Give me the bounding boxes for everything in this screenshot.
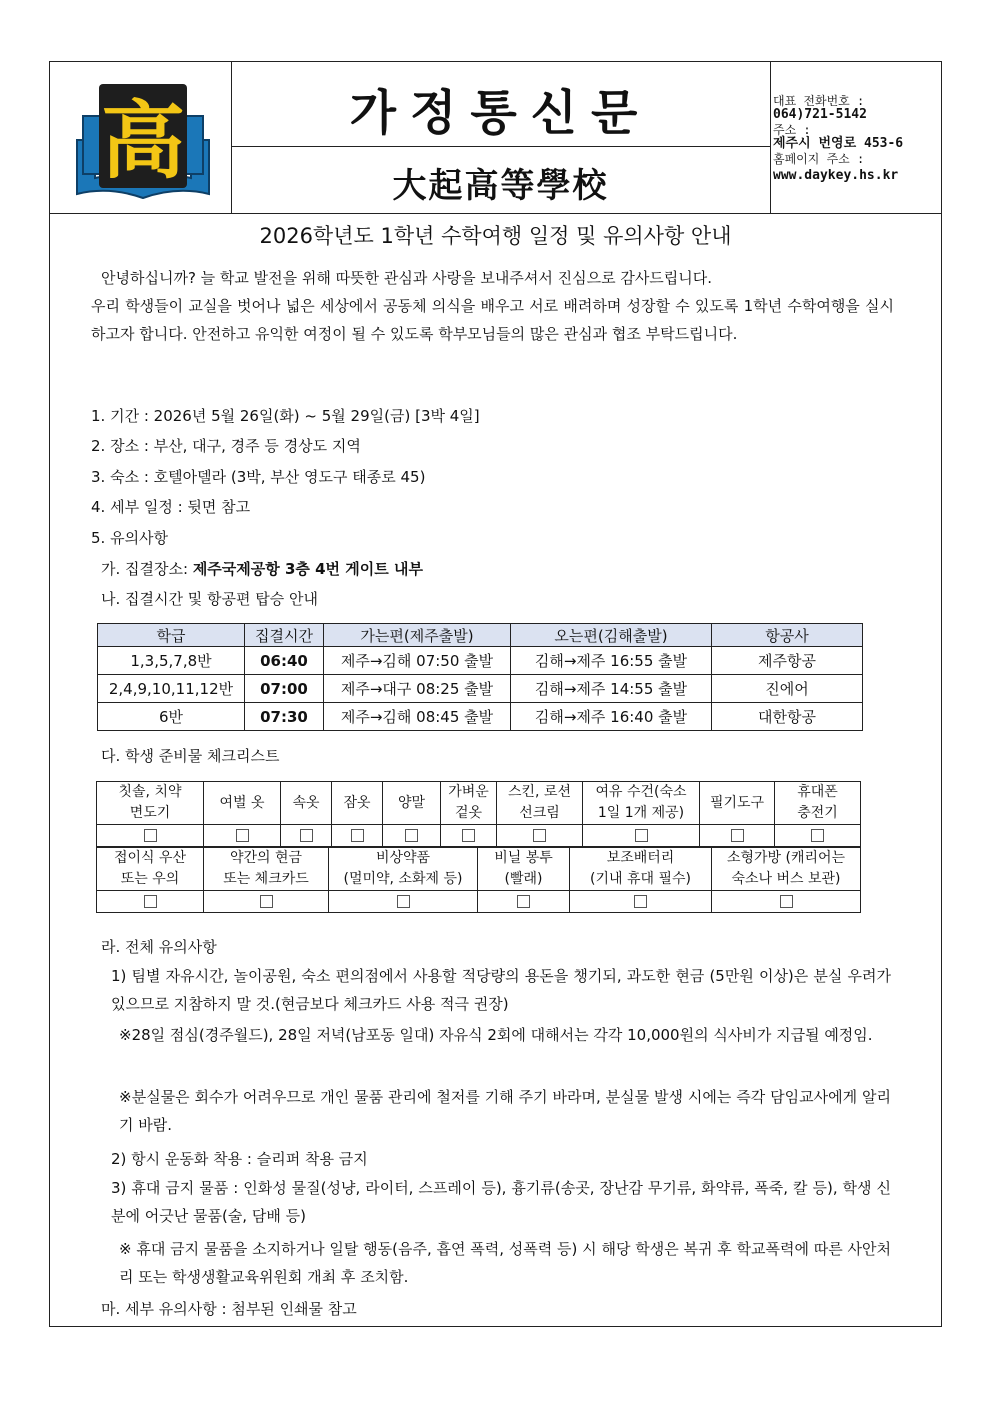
checklist-item: 접이식 우산 또는 우의 — [97, 848, 204, 891]
checkbox[interactable] — [397, 895, 410, 908]
meeting-place-value: 제주국제공항 3층 4번 게이트 내부 — [192, 560, 423, 578]
address: 제주시 번영로 453-6 — [773, 136, 904, 151]
cell-departure: 제주→대구 08:25 출발 — [324, 675, 511, 703]
checkbox[interactable] — [236, 829, 249, 842]
checklist-item: 가벼운 겉옷 — [441, 782, 497, 825]
cell-class: 2,4,9,10,11,12반 — [98, 675, 245, 703]
item-schedule: 4. 세부 일정 : 뒷면 참고 — [91, 498, 251, 516]
intro-paragraph: 우리 학생들이 교실을 벗어나 넓은 세상에서 공동체 의식을 배우고 서로 배려하며 성장할 수 있도록 1학년 수학여행을 실시하고자 합니다. 안전하고 유익한 여정이 될 수 있도록 학부모님들의 많은 관심과 협조 부탁드립니다. — [91, 297, 894, 343]
checkbox[interactable] — [260, 895, 273, 908]
checkbox[interactable] — [144, 829, 157, 842]
checklist-item: 비상약품 (멀미약, 소화제 등) — [329, 848, 478, 891]
intro-greeting: 안녕하십니까? 늘 학교 발전을 위해 따뜻한 관심과 사랑을 보내주셔서 진심으로 감사드립니다. — [101, 269, 713, 287]
item-lodging: 3. 숙소 : 호텔아델라 (3박, 부산 영도구 태종로 45) — [91, 468, 426, 486]
item-place: 2. 장소 : 부산, 대구, 경주 등 경상도 지역 — [91, 437, 361, 455]
checkbox[interactable] — [533, 829, 546, 842]
checkbox[interactable] — [300, 829, 313, 842]
header-class: 학급 — [98, 624, 245, 647]
school-logo-icon — [73, 78, 213, 200]
checklist-item: 여유 수건(숙소 1일 1개 제공) — [583, 782, 700, 825]
checkbox-row — [97, 825, 861, 847]
cell-class: 1,3,5,7,8반 — [98, 647, 245, 675]
item-notes: 5. 유의사항 — [91, 529, 169, 547]
cell-return: 김해→제주 14:55 출발 — [511, 675, 712, 703]
letterhead — [50, 62, 941, 214]
cell-airline: 대한항공 — [712, 703, 863, 731]
checklist-item: 보조배터리 (기내 휴대 필수) — [570, 848, 712, 891]
cell-time: 07:00 — [245, 675, 324, 703]
checklist-item: 소형가방 (캐리어는 숙소나 버스 보관) — [712, 848, 861, 891]
table-row — [98, 647, 863, 675]
checklist-item: 비닐 봉투 (빨래) — [478, 848, 570, 891]
newsletter-title: 가정통신문 — [349, 85, 652, 141]
checkbox[interactable] — [351, 829, 364, 842]
header-airline: 항공사 — [712, 624, 863, 647]
checkbox[interactable] — [144, 895, 157, 908]
checklist-item: 스킨, 로션 선크림 — [497, 782, 583, 825]
checklist-item: 약간의 현금 또는 체크카드 — [204, 848, 329, 891]
item-period: 1. 기간 : 2026년 5월 26일(화) ~ 5월 29일(금) [3박 4일] — [91, 407, 480, 425]
homepage-label: 홈페이지 주소 : — [773, 152, 865, 166]
school-name: 大起高等學校 — [392, 166, 609, 206]
checkbox[interactable] — [634, 895, 647, 908]
header-return: 오는편(김해출발) — [511, 624, 712, 647]
general-item-1: 1) 팀별 자유시간, 놀이공원, 숙소 편의점에서 사용할 적당량의 용돈을 챙기되, 과도한 현금 (5만원 이상)은 분실 우려가 있으므로 지참하지 말 것.(현금보다 체크카드 사용 적극 권장) — [111, 967, 891, 1013]
cell-airline: 제주항공 — [712, 647, 863, 675]
checklist-item: 속옷 — [281, 782, 332, 825]
flight-table-header — [98, 624, 863, 647]
contact-info — [770, 62, 941, 213]
meeting-place — [101, 558, 423, 579]
checkbox[interactable] — [635, 829, 648, 842]
meeting-time-heading: 나. 집결시간 및 항공편 탑승 안내 — [101, 590, 318, 608]
table-row — [98, 703, 863, 731]
checkbox[interactable] — [811, 829, 824, 842]
school-logo-cell — [50, 62, 232, 213]
cell-return: 김해→제주 16:55 출발 — [511, 647, 712, 675]
cell-class: 6반 — [98, 703, 245, 731]
general-item-3: 3) 휴대 금지 물품 : 인화성 물질(성냥, 라이터, 스프레이 등), 흉기류(송곳, 장난감 무기류, 화약류, 폭죽, 칼 등), 학생 신분에 어긋난 물품(술, 담배 등) — [111, 1179, 891, 1225]
newsletter-frame — [49, 61, 942, 1327]
general-note-1: ※28일 점심(경주월드), 28일 저녁(남포동 일대) 자유식 2회에 대해서는 각각 10,000원의 식사비가 지급될 예정임. — [119, 1026, 873, 1044]
phone-number: 064)721-5142 — [773, 107, 867, 122]
checklist-item: 휴대폰 충전기 — [775, 782, 861, 825]
general-note-3: ※ 휴대 금지 물품을 소지하거나 일탈 행동(음주, 흡연 폭력, 성폭력 등) 시 해당 학생은 복귀 후 학교폭력에 따른 사안처리 또는 학생생활교육위원회 개최 후 조치함. — [119, 1240, 891, 1286]
school-name-cell — [231, 146, 771, 213]
logo-char: 高 — [100, 91, 186, 190]
cell-departure: 제주→김해 08:45 출발 — [324, 703, 511, 731]
table-row — [98, 675, 863, 703]
cell-time: 06:40 — [245, 647, 324, 675]
address-label: 주소 : — [773, 123, 811, 137]
checklist-item: 여벌 옷 — [204, 782, 281, 825]
checklist-item: 양말 — [383, 782, 441, 825]
cell-departure: 제주→김해 07:50 출발 — [324, 647, 511, 675]
checklist-item: 필기도구 — [700, 782, 775, 825]
checklist-heading: 다. 학생 준비물 체크리스트 — [101, 747, 280, 765]
header-time: 집결시간 — [245, 624, 324, 647]
checklist-item: 칫솔, 치약 면도기 — [97, 782, 204, 825]
checkbox[interactable] — [462, 829, 475, 842]
detail-note: 마. 세부 유의사항 : 첨부된 인쇄물 참고 — [101, 1300, 357, 1318]
header-departure: 가는편(제주출발) — [324, 624, 511, 647]
cell-airline: 진에어 — [712, 675, 863, 703]
checklist-labels — [97, 848, 861, 891]
checklist-table-2 — [96, 847, 861, 913]
cell-time: 07:30 — [245, 703, 324, 731]
checkbox[interactable] — [731, 829, 744, 842]
general-note-2: ※분실물은 회수가 어려우므로 개인 물품 관리에 철저를 기해 주기 바라며, 분실물 발생 시에는 즉각 담임교사에게 알리기 바람. — [119, 1088, 891, 1134]
checkbox[interactable] — [405, 829, 418, 842]
flight-table — [97, 623, 863, 731]
homepage-url[interactable]: www.daykey.hs.kr — [773, 168, 899, 183]
checklist-table-1 — [96, 781, 861, 847]
checkbox[interactable] — [517, 895, 530, 908]
title-cell — [231, 62, 771, 147]
checkbox-row — [97, 891, 861, 913]
meeting-place-label: 가. 집결장소: — [101, 560, 193, 578]
checklist-labels — [97, 782, 861, 825]
general-item-2: 2) 항시 운동화 착용 : 슬리퍼 착용 금지 — [111, 1150, 368, 1168]
phone-label: 대표 전화번호 : — [773, 94, 865, 108]
document-title: 2026학년도 1학년 수학여행 일정 및 유의사항 안내 — [259, 224, 732, 248]
checklist-item: 잠옷 — [332, 782, 383, 825]
general-heading: 라. 전체 유의사항 — [101, 938, 217, 956]
cell-return: 김해→제주 16:40 출발 — [511, 703, 712, 731]
checkbox[interactable] — [780, 895, 793, 908]
